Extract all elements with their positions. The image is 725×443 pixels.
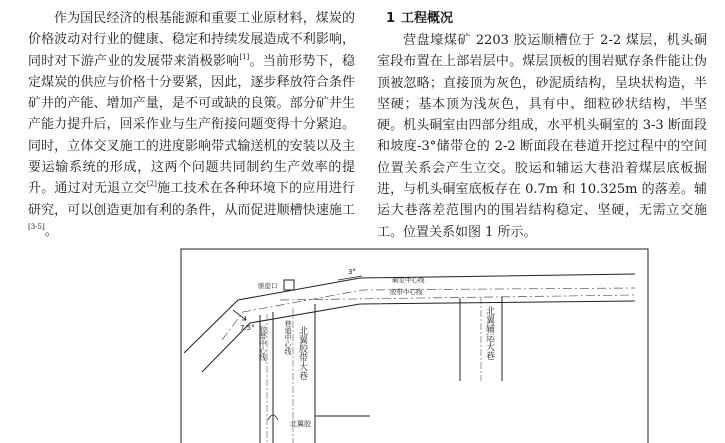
- label-slope-left: 7.5°: [240, 324, 255, 332]
- intro-text-4: 。: [44, 223, 58, 239]
- label-roadway-center-vertical: 巷道中心线: [284, 320, 292, 355]
- section-heading: [377, 8, 707, 29]
- label-belt-center: 胶带中心线: [390, 288, 423, 296]
- right-column: [377, 8, 707, 243]
- label-bottom-partial: 北翼胶: [290, 420, 311, 428]
- intro-text-2: 。当前形势下，稳定煤炭的供应与价格十分要紧，因此，逐步释放符合条件矿井的产能、增加产量，是不可或缺的良策。部分矿井生产能力提升后，回采作业与生产衔接问题变得十分紧迫。同时，立体交叉施工的进度影响带式输送机的安装以及主要运输系统的形成，这两个问题共同制约生产效率的提升。通过对无退立交: [28, 53, 355, 197]
- belt-center-line: [280, 295, 635, 300]
- label-belt-center-vertical: 胶带中心线: [259, 326, 267, 361]
- left-column: [28, 8, 355, 242]
- label-slope-top: 3°: [348, 268, 356, 276]
- chamber-upper-wall: [184, 274, 635, 353]
- label-chamber-center: 硐室中心线: [392, 276, 425, 284]
- label-north-aux-roadway: 北翼辅运大巷: [484, 306, 494, 360]
- label-north-belt-roadway: 北翼胶带大巷: [297, 326, 307, 380]
- figure-1: [180, 248, 650, 443]
- citation-3-5: [3-5]: [28, 222, 45, 231]
- citation-2: [2]: [146, 180, 157, 189]
- overview-text: 营盘壕煤矿 2203 胶运顺槽位于 2-2 煤层，机头硐室段布置在上部岩层中。煤层顶板的围岩赋存条件能让伪顶被忽略；直接顶为灰色，砂泥质结构，呈块状构造，半坚硬；基本顶为浅灰色，具有中、细粒砂状结构，半坚硬。机头硐室由四部分组成，水平机头硐室的 3-3 断面段和坡度-3°储带仓的 2-2 断面段在巷道开挖过程中的空间位置关系会产生立交。胶运和辅运大巷沿着煤层底板掘进，与机头硐室底板存在 0.7m 和 10.325m 的落差。辅运大巷落差范围内的围岩结构稳定、坚硬，无需立交施工。位置关系如图 1 所示。: [377, 33, 707, 240]
- figure-1-diagram: [180, 248, 650, 443]
- label-drive-box: 驱提口: [258, 282, 278, 290]
- section-number: 1: [386, 11, 396, 26]
- intro-text-1: 作为国民经济的根基能源和重要工业原材料，煤炭的价格波动对行业的健康、稳定和持续发展造成不利影响，同时对下游产业的发展带来消极影响: [28, 11, 355, 69]
- section-title: 工程概况: [401, 11, 454, 26]
- overview-paragraph: [377, 30, 707, 243]
- drive-box: [284, 280, 294, 290]
- citation-1: [1]: [239, 52, 250, 61]
- intro-text-3: 施工技术在各种环境下的应用进行研究，可以创造更加有利的条件，从而促进顺槽快速施工: [28, 181, 355, 218]
- intro-paragraph: [28, 8, 355, 242]
